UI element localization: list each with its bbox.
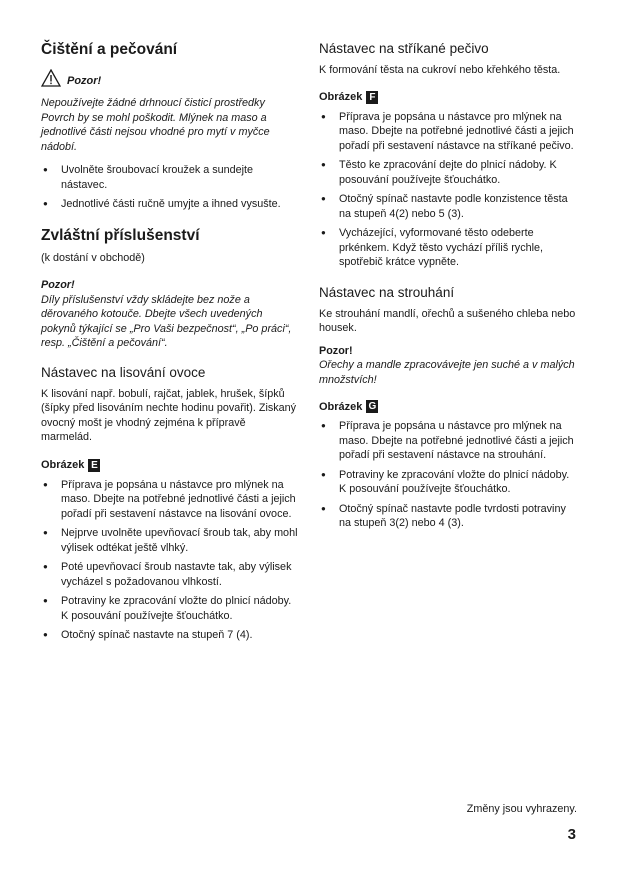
pastry-heading: Nástavec na stříkané pečivo <box>319 41 489 56</box>
list-item: ● Uvolněte šroubovací kroužek a sundejte nástavec. <box>41 163 299 192</box>
warning-triangle-icon <box>41 69 61 92</box>
fruit-press-intro: K lisování např. bobulí, rajčat, jablek, hrušek, šípků (šípky před lisováním nechte hodinu povařit). Ziskaný ovocný mošt je vhodný zejména k přípravě marmelád. <box>41 387 297 443</box>
grater-warning-label: Pozor! <box>319 344 353 357</box>
left-column <box>41 40 299 648</box>
list-item: ● Příprava je popsána u nástavce pro mlýnek na maso. Dbejte na potřebné jednotlivé části a jejich pořadí při sestavení nástavce na lisování ovoce. <box>41 478 299 522</box>
list-item: ● Potraviny ke zpracování vložte do plnicí nádoby. K posouvání používejte šťouchátko. <box>41 594 299 623</box>
figure-e-label <box>41 459 299 472</box>
accessories-warning-label: Pozor! <box>41 279 75 291</box>
pastry-intro: K formování těsta na cukroví nebo křehkého těsta. <box>319 64 561 76</box>
list-item: ● Příprava je popsána u nástavce pro mlýnek na maso. Dbejte na potřebné jednotlivé části a jejich pořadí při sestavení nástavce na strouhání. <box>319 419 577 463</box>
fruit-press-heading: Nástavec na lisování ovoce <box>41 364 206 380</box>
list-item: ● Potraviny ke zpracování vložte do plnicí nádoby. K posouvání používejte šťouchátko. <box>319 468 577 497</box>
figure-g-label <box>319 400 577 413</box>
cleaning-heading: Čištění a pečování <box>41 41 178 58</box>
figure-label-text: Obrázek <box>41 459 85 471</box>
grater-intro: Ke strouhání mandlí, ořechů a sušeného chleba nebo housek. <box>319 307 576 334</box>
cleaning-list <box>41 163 299 212</box>
accessories-heading: Zvláštní příslušenství <box>41 226 200 244</box>
cleaning-warning-header <box>41 69 299 92</box>
figure-letter-badge: E <box>88 459 100 472</box>
figure-letter-badge: G <box>366 400 378 413</box>
accessories-warning-text: Díly příslušenství vždy skládejte bez nože a děrovaného kotouče. Dbejte všech uvedených pokynů týkající se „Pro Vaši bezpečnost“, „Po práci“, resp. „Čištění a pečování“. <box>41 293 292 349</box>
list-item: ● Nejprve uvolněte upevňovací šroub tak, aby mohl výlisek odtékat ještě vlhký. <box>41 526 299 555</box>
accessories-subtitle: (k dostání v obchodě) <box>41 251 145 264</box>
list-item: ● Otočný spínač nastavte podle tvrdosti potraviny na stupeň 3(2) nebo 4 (3). <box>319 502 577 531</box>
list-item: ● Jednotlivé části ručně umyjte a ihned vysušte. <box>41 197 299 212</box>
figure-label-text: Obrázek <box>319 91 363 103</box>
list-item: ● Otočný spínač nastavte podle konzistence těsta na stupeň 4(2) nebo 5 (3). <box>319 192 577 221</box>
list-item: ● Poté upevňovací šroub nastavte tak, aby výlisek vycházel s požadovanou vlhkostí. <box>41 560 299 589</box>
cleaning-warning-text: Nepoužívejte žádné drhnoucí čisticí prostředky Povrch by se mohl poškodit. Mlýnek na maso a jednotlivé části nejsou vhodné pro mytí v myčce nádobí. <box>41 97 270 153</box>
page-number: 3 <box>567 826 576 843</box>
list-item: ● Příprava je popsána u nástavce pro mlýnek na maso. Dbejte na potřebné jednotlivé části a jejich pořadí při sestavení nástavce na stříkané pečivo. <box>319 110 577 154</box>
pastry-list <box>319 110 577 270</box>
figure-letter-badge: F <box>366 91 378 104</box>
cleaning-warning-label: Pozor! <box>67 74 102 87</box>
list-item: ● Otočný spínač nastavte na stupeň 7 (4). <box>41 628 299 643</box>
list-item: ● Těsto ke zpracování dejte do plnicí nádoby. K posouvání používejte šťouchátko. <box>319 158 577 187</box>
list-item: ● Vycházející, vyformované těsto odeberte prkénkem. Když těsto vychází příliš rychle, spotřebič krátce vypněte. <box>319 226 577 270</box>
figure-f-label <box>319 91 577 104</box>
grater-heading: Nástavec na strouhání <box>319 284 455 300</box>
grater-warning-text: Ořechy a mandle zpracovávejte jen suché a v malých množstvích! <box>319 359 575 386</box>
figure-label-text: Obrázek <box>319 400 363 413</box>
footer-note: Změny jsou vyhrazeny. <box>466 803 577 815</box>
right-column <box>319 40 577 536</box>
fruit-press-list <box>41 478 299 643</box>
grater-list <box>319 419 577 531</box>
